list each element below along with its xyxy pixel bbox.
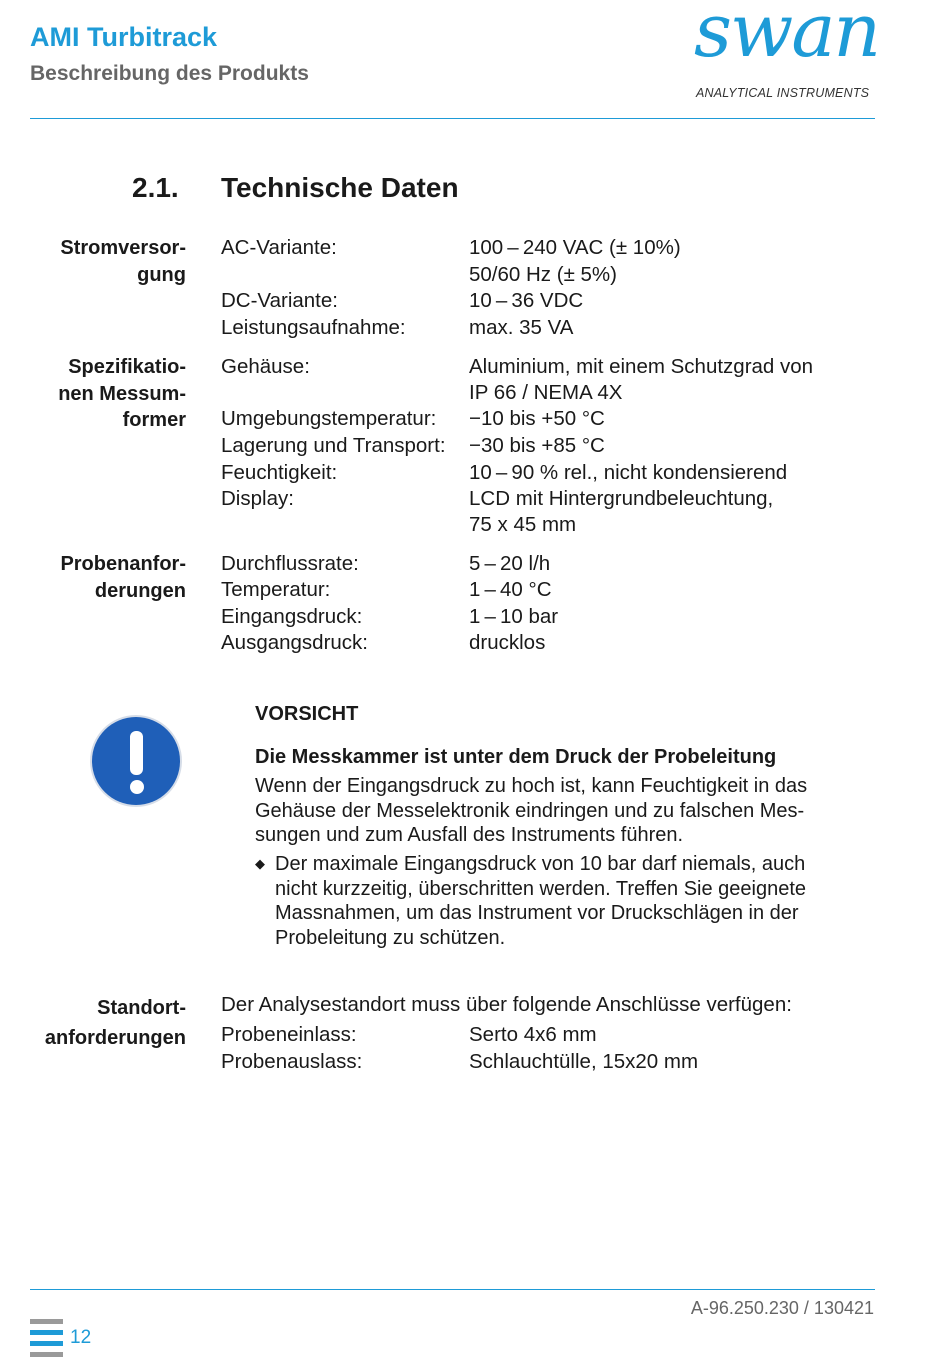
- label-line: anforderungen: [44, 1027, 186, 1049]
- spec-key: Probenauslass:: [221, 1050, 363, 1073]
- spec-key: Probeneinlass:: [221, 1023, 357, 1046]
- section-number: 2.1.: [132, 172, 179, 203]
- spec-value: Serto 4x6 mm: [469, 1023, 597, 1046]
- section-title: Technische Daten: [221, 172, 459, 203]
- document-subtitle: Beschreibung des Produkts: [30, 62, 309, 85]
- group-label-site: [45, 993, 186, 1053]
- bullet-line: Probeleitung zu schützen.: [275, 926, 506, 949]
- spec-value: Aluminium, mit einem Schutzgrad von: [469, 355, 814, 378]
- spec-key: Temperatur:: [221, 578, 331, 601]
- group-label-sample: [60, 551, 186, 604]
- spec-key: Display:: [221, 487, 294, 510]
- label-line: Spezifikatio-: [68, 356, 186, 378]
- exclamation-icon: [92, 717, 180, 805]
- caution-body: [255, 774, 865, 848]
- spec-value: 1 – 10 bar: [469, 605, 559, 628]
- spec-value: 100 – 240 VAC (± 10%): [469, 236, 681, 259]
- spec-value: Schlauchtülle, 15x20 mm: [469, 1050, 699, 1073]
- caution-heading: VORSICHT: [255, 703, 359, 725]
- spec-key: DC-Variante:: [221, 289, 338, 312]
- spec-value: 10 – 36 VDC: [469, 289, 584, 312]
- logo-tagline: ANALYTICAL INSTRUMENTS: [696, 86, 870, 100]
- footer-stripe: [30, 1330, 63, 1335]
- spec-value: 5 – 20 l/h: [469, 552, 551, 575]
- document-number: A-96.250.230 / 130421: [690, 1298, 874, 1318]
- label-line: Probenanfor-: [60, 553, 186, 575]
- caution-line: sungen und zum Ausfall des Instruments führen.: [255, 824, 684, 846]
- header-divider: [30, 118, 875, 119]
- spec-value: max. 35 VA: [469, 316, 574, 339]
- footer-divider: [30, 1289, 875, 1290]
- spec-value: 10 – 90 % rel., nicht kondensierend: [469, 461, 788, 484]
- caution-subheading: Die Messkammer ist unter dem Druck der Probeleitung: [255, 746, 777, 768]
- spec-value: 50/60 Hz (± 5%): [469, 263, 617, 286]
- bullet-line: nicht kurzzeitig, überschritten werden. Treffen Sie geeignete: [275, 877, 807, 900]
- label-line: Stromversor-: [60, 237, 186, 259]
- bullet-line: Der maximale Eingangsdruck von 10 bar darf niemals, auch: [275, 853, 806, 875]
- spec-key: Eingangsdruck:: [221, 605, 363, 628]
- spec-value: 75 x 45 mm: [469, 513, 577, 536]
- label-line: former: [122, 409, 186, 431]
- caution-line: Wenn der Eingangsdruck zu hoch ist, kann Feuchtigkeit in das: [255, 775, 808, 797]
- spec-value: −10 bis +50 °C: [469, 407, 605, 430]
- spec-value: drucklos: [469, 631, 546, 654]
- spec-value: −30 bis +85 °C: [469, 434, 605, 457]
- spec-value: LCD mit Hintergrundbeleuchtung,: [469, 487, 774, 510]
- spec-value: IP 66 / NEMA 4X: [469, 381, 623, 404]
- spec-value: 1 – 40 °C: [469, 578, 552, 601]
- footer-stripe: [30, 1352, 63, 1357]
- label-line: nen Messum-: [58, 382, 186, 405]
- swan-logo: [690, 0, 880, 104]
- diamond-bullet-icon: ◆: [255, 856, 265, 871]
- spec-key: Durchflussrate:: [221, 552, 359, 575]
- label-line: Standort-: [97, 997, 186, 1019]
- label-line: derungen: [94, 579, 186, 602]
- caution-bullet: [275, 852, 865, 950]
- spec-key: AC-Variante:: [221, 236, 337, 259]
- bullet-line: Massnahmen, um das Instrument vor Druckschlägen in der: [275, 902, 799, 924]
- document-title: AMI Turbitrack: [30, 22, 218, 52]
- spec-key: Gehäuse:: [221, 355, 310, 378]
- logo-wordmark: swan: [694, 0, 880, 74]
- footer-stripe: [30, 1319, 63, 1324]
- spec-key: Umgebungstemperatur:: [221, 407, 437, 430]
- footer-stripe: [30, 1341, 63, 1346]
- page-number: 12: [70, 1327, 92, 1348]
- spec-key: Feuchtigkeit:: [221, 461, 338, 484]
- spec-key: Lagerung und Transport:: [221, 434, 446, 457]
- group-label-power: [60, 235, 186, 288]
- spec-key: Ausgangsdruck:: [221, 631, 369, 654]
- spec-key: Leistungsaufnahme:: [221, 316, 406, 339]
- label-line: gung: [137, 263, 186, 286]
- group-label-transmitter: [58, 354, 186, 434]
- caution-line: Gehäuse der Messelektronik eindringen und zu falschen Mes-: [255, 799, 805, 822]
- site-intro: Der Analysestandort muss über folgende Anschlüsse verfügen:: [221, 993, 792, 1016]
